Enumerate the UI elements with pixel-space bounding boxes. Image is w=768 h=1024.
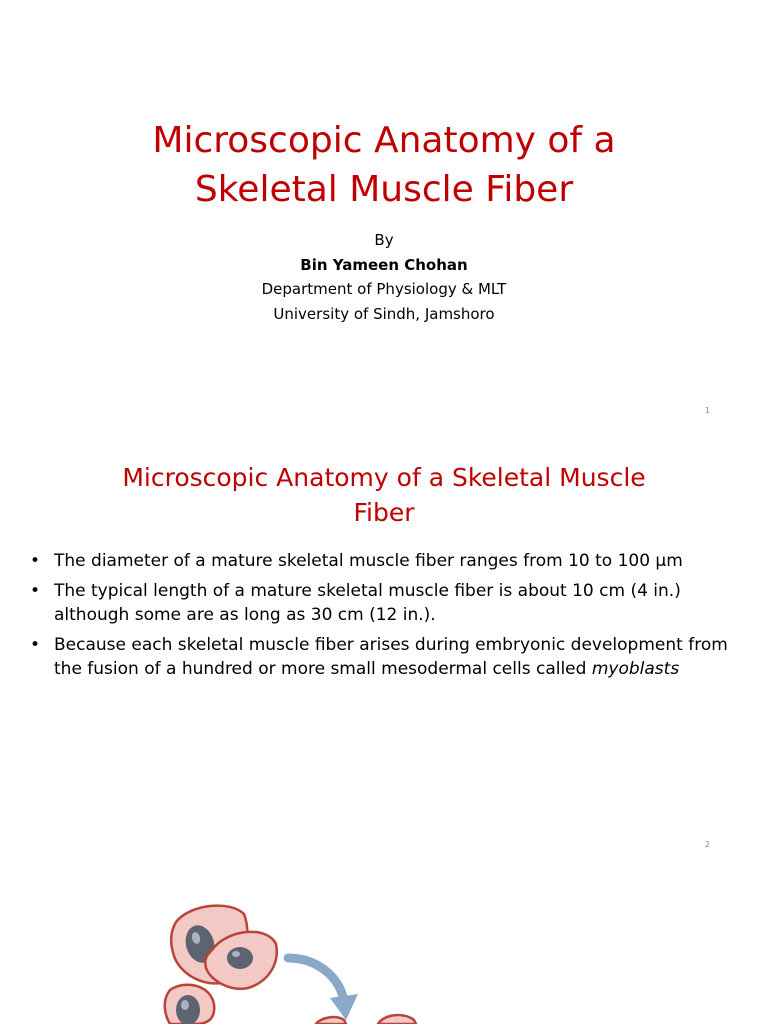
bullet-item bbox=[30, 549, 730, 573]
content-slide bbox=[0, 432, 768, 864]
page-number: 1 bbox=[704, 406, 710, 415]
bullet-item bbox=[30, 579, 730, 627]
bullet-italic-term: myoblasts bbox=[591, 659, 680, 679]
slide-title-line-1: Microscopic Anatomy of a Skeletal Muscle bbox=[122, 463, 646, 492]
bullet-item bbox=[30, 633, 730, 681]
myoblast-cell bbox=[165, 985, 215, 1024]
myoblast-cell bbox=[316, 1015, 416, 1024]
title-line-1: Microscopic Anatomy of a bbox=[152, 120, 616, 161]
illustration-slide bbox=[0, 864, 768, 1024]
slide-title bbox=[0, 460, 768, 530]
page-number: 2 bbox=[704, 840, 710, 849]
department-name: Department of Physiology & MLT bbox=[261, 280, 507, 298]
university-name: University of Sindh, Jamshoro bbox=[273, 304, 495, 323]
bullet-text: The typical length of a mature skeletal muscle fiber is about 10 cm (4 in.) although some are as long as 30 cm (12 in.). bbox=[54, 581, 681, 625]
title-line-2: Skeletal Muscle Fiber bbox=[194, 169, 574, 210]
author-name: Bin Yameen Chohan bbox=[300, 255, 468, 274]
bullet-text: The diameter of a mature skeletal muscle fiber ranges from 10 to 100 µm bbox=[54, 551, 683, 571]
slide-title-line-2: Fiber bbox=[353, 498, 415, 527]
presentation-title bbox=[0, 116, 768, 214]
bullet-list bbox=[30, 549, 730, 687]
curved-arrow-icon bbox=[288, 958, 358, 1020]
bullet-text: Because each skeletal muscle fiber arises during embryonic development from the fusion of a hundred or more small mesodermal cells called bbox=[54, 635, 728, 679]
myoblast-cells-illustration bbox=[0, 864, 768, 1024]
by-label: By bbox=[374, 231, 394, 249]
title-slide bbox=[0, 0, 768, 432]
subtitle-block bbox=[0, 228, 768, 326]
